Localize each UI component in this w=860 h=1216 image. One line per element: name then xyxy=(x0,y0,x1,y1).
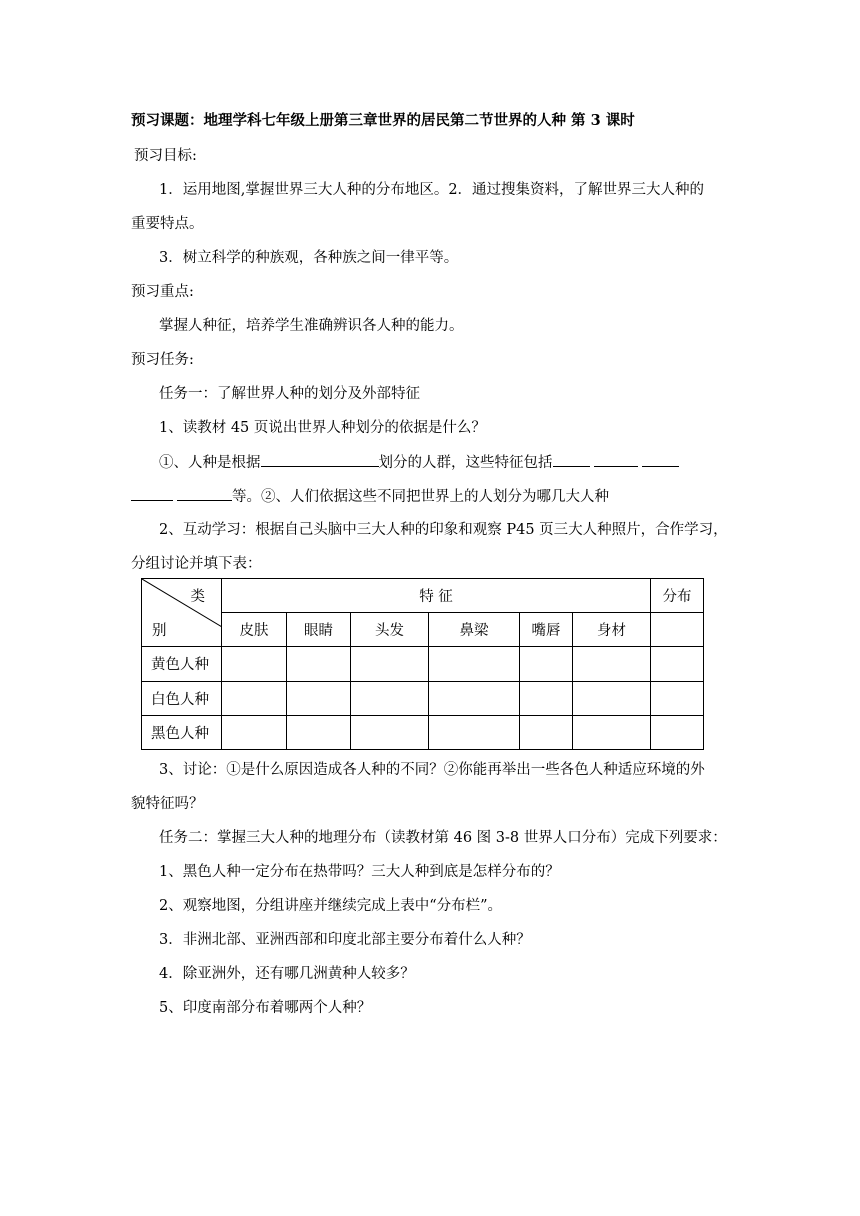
row-header-white: 白色人种 xyxy=(142,681,222,715)
task1-q1a-part1: ①、人种是根据 xyxy=(159,455,261,471)
fill-blank[interactable] xyxy=(553,452,590,467)
task1-q1: 1、读教材 45 页说出世界人种划分的依据是什么？ xyxy=(159,420,486,436)
fill-blank[interactable] xyxy=(594,452,638,467)
table-cell[interactable] xyxy=(651,647,704,681)
goal-heading: 预习目标: xyxy=(134,148,197,164)
task1-q3-line1: 3、讨论：①是什么原因造成各人种的不同？②你能再举出一些各色人种适应环境的外 xyxy=(159,762,705,778)
task2-q1: 1、黑色人种一定分布在热带吗？三大人种到底是怎样分布的？ xyxy=(159,864,560,880)
fill-blank[interactable] xyxy=(177,486,232,501)
table-cell[interactable] xyxy=(429,681,520,715)
task2-q2: 2、观察地图，分组讲座并继续完成上表中“分布栏”。 xyxy=(159,898,503,914)
table-row xyxy=(142,647,704,681)
task1-q3-line2: 貌特征吗？ xyxy=(131,796,204,812)
distribution-header: 分布 xyxy=(651,579,704,613)
column-header-lips: 嘴唇 xyxy=(520,613,573,647)
column-header-build: 身材 xyxy=(573,613,651,647)
column-header-nose: 鼻梁 xyxy=(429,613,520,647)
corner-label-bottom: 别 xyxy=(152,623,167,640)
table-cell[interactable] xyxy=(651,715,704,749)
fill-blank[interactable] xyxy=(642,452,679,467)
table-corner-cell xyxy=(142,579,222,647)
table-cell[interactable] xyxy=(351,681,429,715)
table-cell[interactable] xyxy=(287,647,351,681)
row-header-yellow: 黄色人种 xyxy=(142,647,222,681)
column-header-hair: 头发 xyxy=(351,613,429,647)
task-heading: 预习任务: xyxy=(131,352,194,368)
table-cell[interactable] xyxy=(429,647,520,681)
table-cell[interactable] xyxy=(287,681,351,715)
table-cell[interactable] xyxy=(520,681,573,715)
task1-q1a-part3: 等。②、人们依据这些不同把世界上的人划分为哪几大人种 xyxy=(232,489,609,505)
goal-3: 3．树立科学的种族观，各种族之间一律平等。 xyxy=(159,250,459,266)
task2-q4: 4．除亚洲外，还有哪几洲黄种人较多？ xyxy=(159,966,415,982)
fill-blank[interactable] xyxy=(261,452,379,467)
table-cell[interactable] xyxy=(287,715,351,749)
table-cell[interactable] xyxy=(222,681,287,715)
table-cell[interactable] xyxy=(222,715,287,749)
table-cell[interactable] xyxy=(651,613,704,647)
column-header-eyes: 眼睛 xyxy=(287,613,351,647)
task2-q3: 3．非洲北部、亚洲西部和印度北部主要分布着什么人种？ xyxy=(159,932,531,948)
task1-q1a-part2: 划分的人群，这些特征包括 xyxy=(378,455,553,471)
table-cell[interactable] xyxy=(351,647,429,681)
table-cell[interactable] xyxy=(573,715,651,749)
table-cell[interactable] xyxy=(573,681,651,715)
column-header-skin: 皮肤 xyxy=(222,613,287,647)
table-cell[interactable] xyxy=(651,681,704,715)
table-cell[interactable] xyxy=(573,647,651,681)
row-header-black: 黑色人种 xyxy=(142,715,222,749)
task1-title: 任务一：了解世界人种的划分及外部特征 xyxy=(159,386,420,402)
table-cell[interactable] xyxy=(222,647,287,681)
task1-q1a-line1 xyxy=(159,452,679,473)
table-cell[interactable] xyxy=(429,715,520,749)
task1-q2-line2: 分组讨论并填下表： xyxy=(131,556,262,572)
task1-q2-line1: 2、互动学习：根据自己头脑中三大人种的印象和观察 P45 页三大人种照片，合作学习， xyxy=(159,522,728,538)
goal-1-line1: 1．运用地图,掌握世界三大人种的分布地区。2．通过搜集资料，了解世界三大人种的 xyxy=(159,182,705,198)
task2-title: 任务二：掌握三大人种的地理分布（读教材第 46 图 3-8 世界人口分布）完成下列要求： xyxy=(159,830,727,846)
table-row xyxy=(142,681,704,715)
features-header: 特 征 xyxy=(222,579,651,613)
task2-q5: 5、印度南部分布着哪两个人种？ xyxy=(159,1000,372,1016)
goal-1-line2: 重要特点。 xyxy=(131,216,204,232)
key-text: 掌握人种征，培养学生准确辨识各人种的能力。 xyxy=(159,318,464,334)
table-cell[interactable] xyxy=(520,647,573,681)
race-features-table xyxy=(141,578,704,750)
corner-label-top: 类 xyxy=(190,589,205,605)
fill-blank[interactable] xyxy=(131,486,173,501)
table-cell[interactable] xyxy=(520,715,573,749)
document-title: 预习课题：地理学科七年级上册第三章世界的居民第二节世界的人种 第 3 课时 xyxy=(131,112,635,129)
key-heading: 预习重点: xyxy=(131,284,194,300)
table-cell[interactable] xyxy=(351,715,429,749)
table-row xyxy=(142,715,704,749)
task1-q1a-line2 xyxy=(131,486,609,507)
